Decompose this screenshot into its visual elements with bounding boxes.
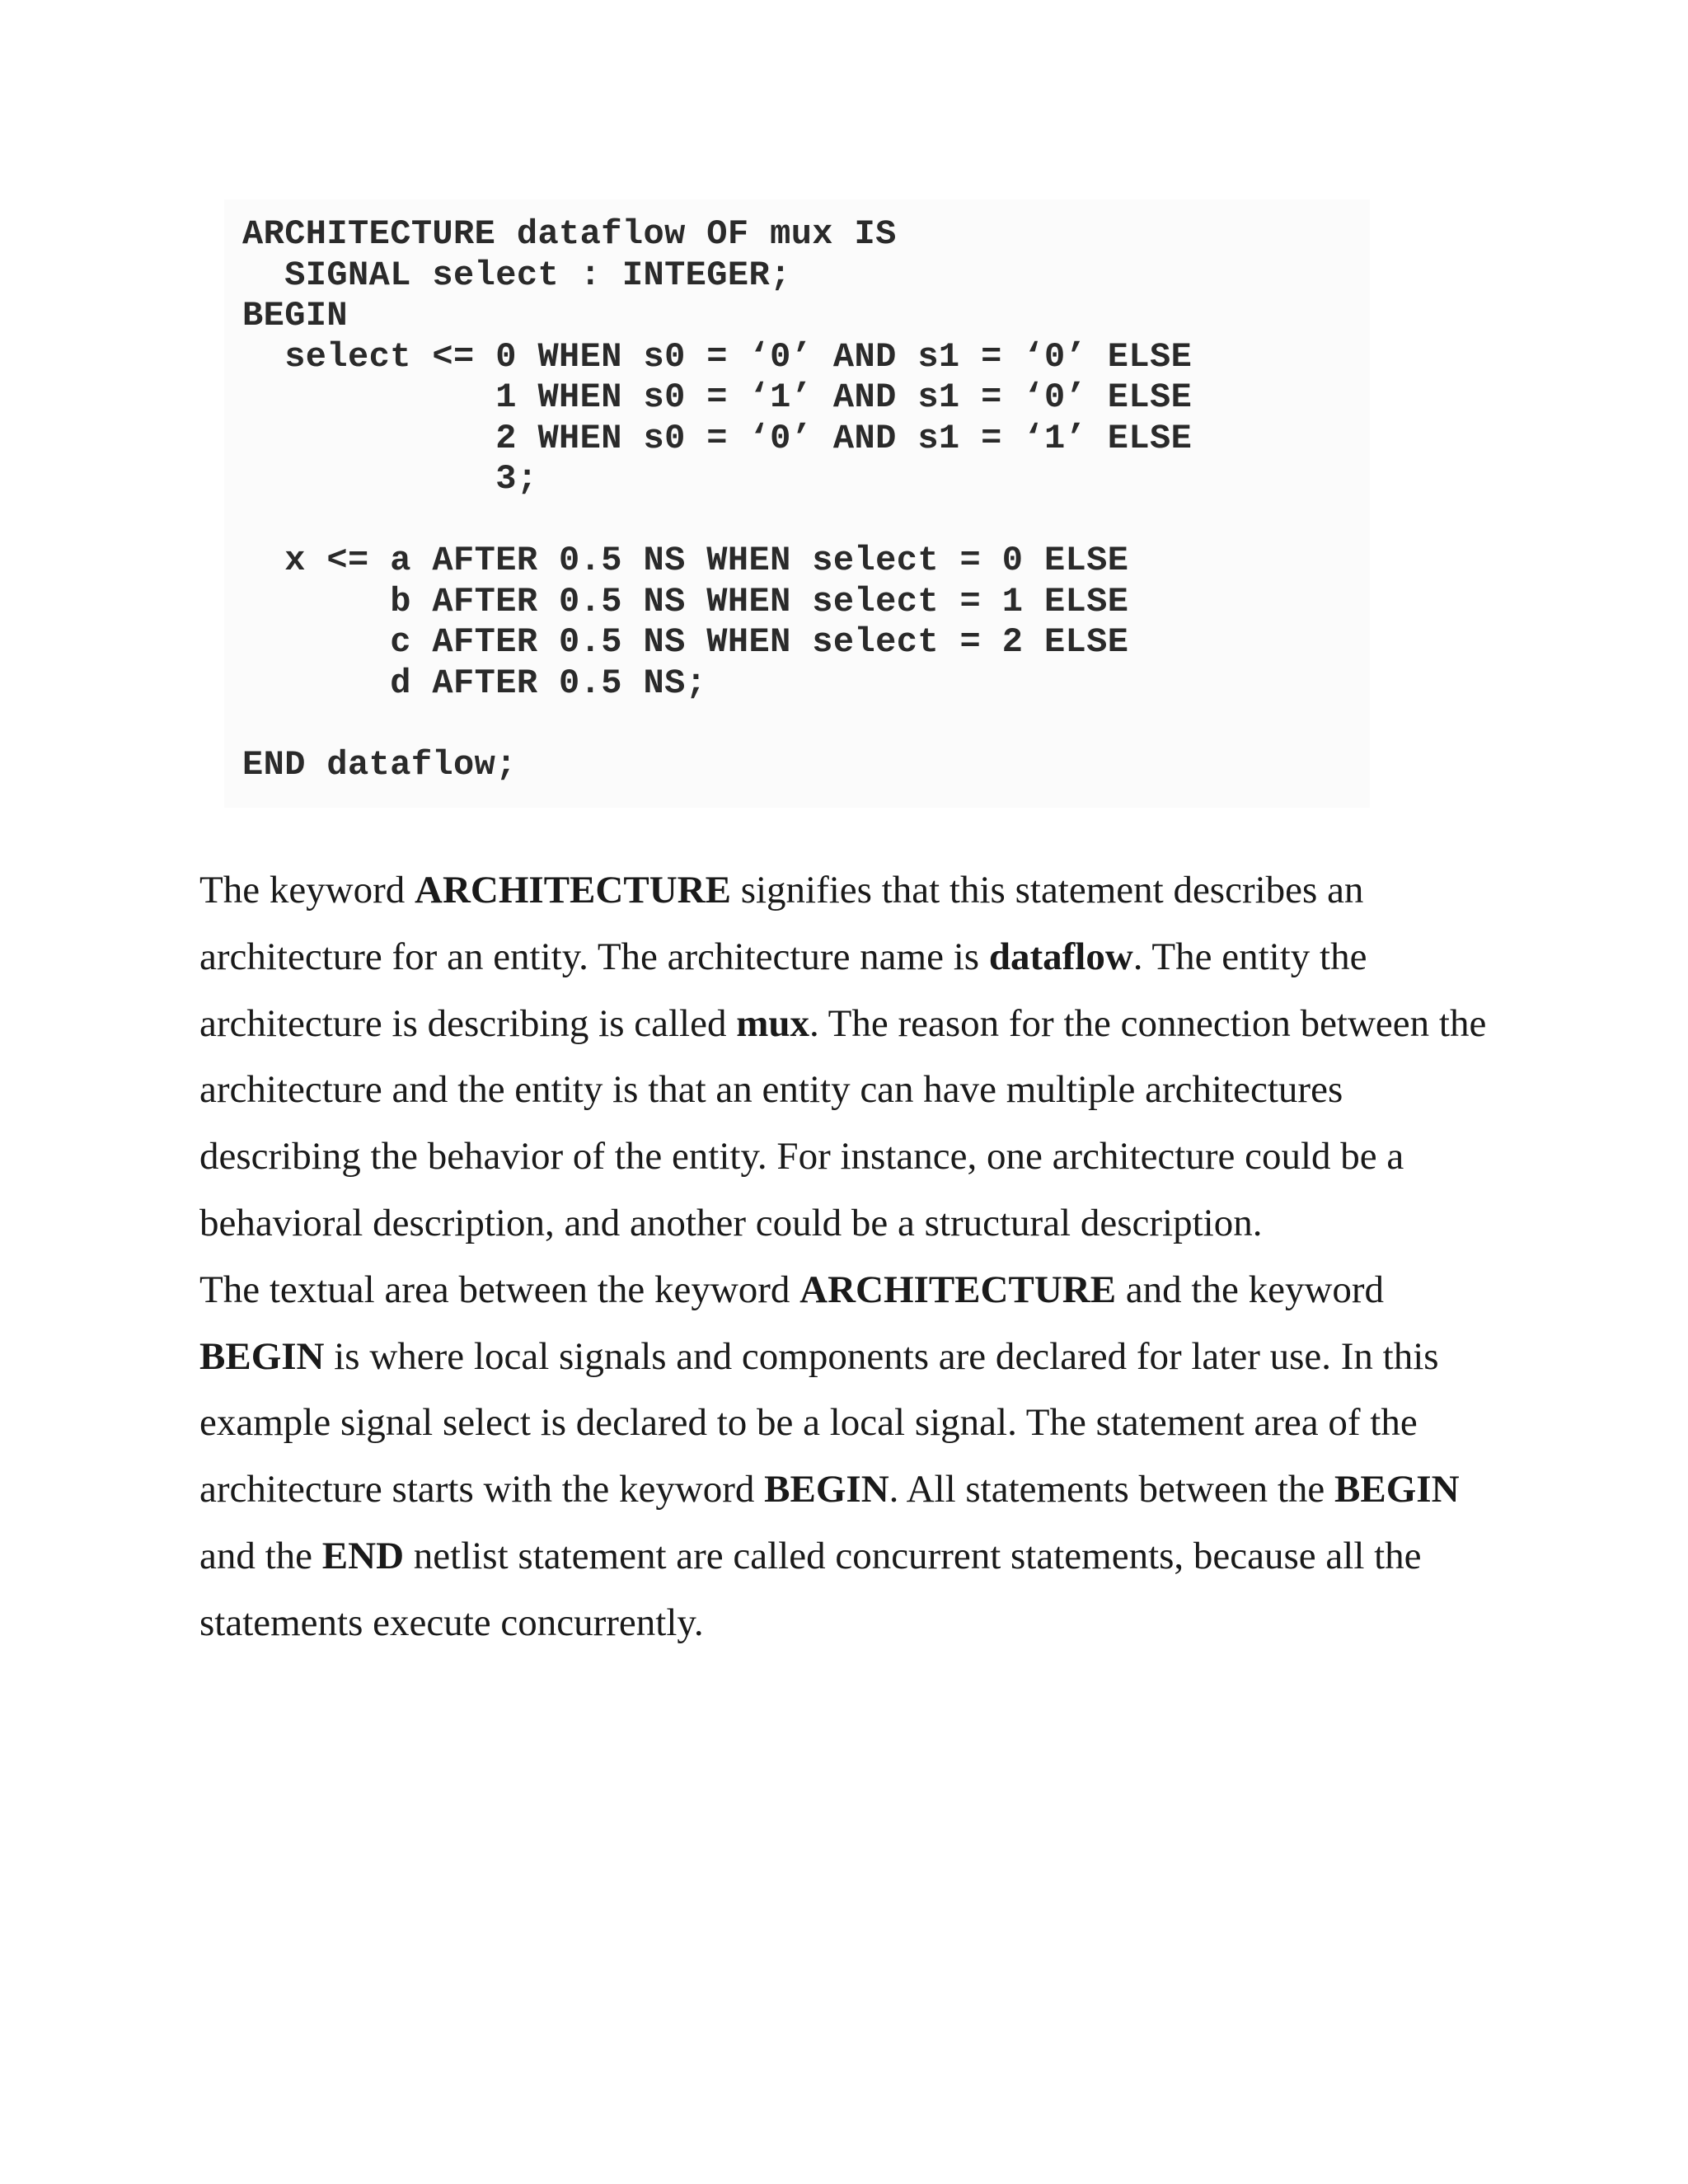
paragraph-line xyxy=(199,1257,1518,1324)
text-run: architecture is describing is called xyxy=(199,1001,737,1045)
code-line: select <= 0 WHEN s0 = ‘0’ AND s1 = ‘0’ ELSE xyxy=(242,336,1193,377)
code-line: 3; xyxy=(242,459,538,499)
code-line-blank xyxy=(242,500,1192,541)
text-run: . The reason for the connection between the xyxy=(809,1001,1487,1045)
bold-keyword: BEGIN xyxy=(764,1468,889,1511)
bold-keyword: ARCHITECTURE xyxy=(799,1268,1117,1311)
text-run: behavioral description, and another could be a structural description. xyxy=(199,1201,1263,1244)
paragraph-line xyxy=(199,1324,1518,1390)
paragraph-line xyxy=(199,1456,1518,1523)
text-run: The keyword xyxy=(199,869,415,912)
code-line: x <= a AFTER 0.5 NS WHEN select = 0 ELSE xyxy=(242,541,1129,580)
code-line: 2 WHEN s0 = ‘0’ AND s1 = ‘1’ ELSE xyxy=(242,418,1193,458)
text-run: and the xyxy=(199,1534,322,1577)
code-line: BEGIN xyxy=(242,296,349,335)
bold-keyword: BEGIN xyxy=(199,1334,325,1378)
paragraph-line xyxy=(199,1190,1518,1257)
bold-keyword: END xyxy=(321,1534,405,1577)
paragraph-line xyxy=(199,1057,1518,1123)
code-line: c AFTER 0.5 NS WHEN select = 2 ELSE xyxy=(242,622,1129,662)
code-block xyxy=(242,214,1192,785)
paragraph-line xyxy=(199,1123,1518,1190)
bold-keyword: ARCHITECTURE xyxy=(415,869,731,912)
code-figure xyxy=(224,199,1370,808)
bold-keyword: mux xyxy=(736,1001,810,1045)
bold-keyword: BEGIN xyxy=(1334,1468,1460,1511)
text-run: statements execute concurrently. xyxy=(199,1601,704,1644)
text-run: architecture and the entity is that an entity can have multiple architectures xyxy=(199,1068,1343,1112)
text-run: . All statements between the xyxy=(889,1468,1335,1511)
paragraph-line xyxy=(199,857,1518,924)
code-line: SIGNAL select : INTEGER; xyxy=(242,255,791,295)
paragraph-line xyxy=(199,1390,1518,1456)
code-line: b AFTER 0.5 NS WHEN select = 1 ELSE xyxy=(242,581,1129,621)
code-line-blank xyxy=(242,704,1192,745)
text-run: . The entity the xyxy=(1132,935,1367,978)
text-run: and the keyword xyxy=(1116,1268,1385,1311)
code-line: 1 WHEN s0 = ‘1’ AND s1 = ‘0’ ELSE xyxy=(242,377,1193,417)
body-text xyxy=(199,857,1518,1657)
text-run: architecture starts with the keyword xyxy=(199,1468,765,1511)
code-line: ARCHITECTURE dataflow OF mux IS xyxy=(242,214,897,254)
text-run: The textual area between the keyword xyxy=(199,1268,800,1311)
paragraph-line xyxy=(199,1590,1518,1657)
text-run: architecture for an entity. The architecture name is xyxy=(199,935,989,978)
code-line: END dataflow; xyxy=(242,744,517,785)
paragraph-line xyxy=(199,924,1518,991)
paragraph-line xyxy=(199,1523,1518,1590)
text-run: signifies that this statement describes an xyxy=(730,869,1364,912)
code-line: d AFTER 0.5 NS; xyxy=(242,663,707,703)
text-run: describing the behavior of the entity. For instance, one architecture could be a xyxy=(199,1135,1404,1179)
text-run: example signal select is declared to be a local signal. The statement area of the xyxy=(199,1401,1418,1445)
text-run: is where local signals and components are declared for later use. In this xyxy=(324,1334,1439,1378)
text-run: netlist statement are called concurrent statements, because all the xyxy=(404,1534,1422,1577)
paragraph-line xyxy=(199,991,1518,1057)
bold-keyword: dataflow xyxy=(988,935,1133,978)
